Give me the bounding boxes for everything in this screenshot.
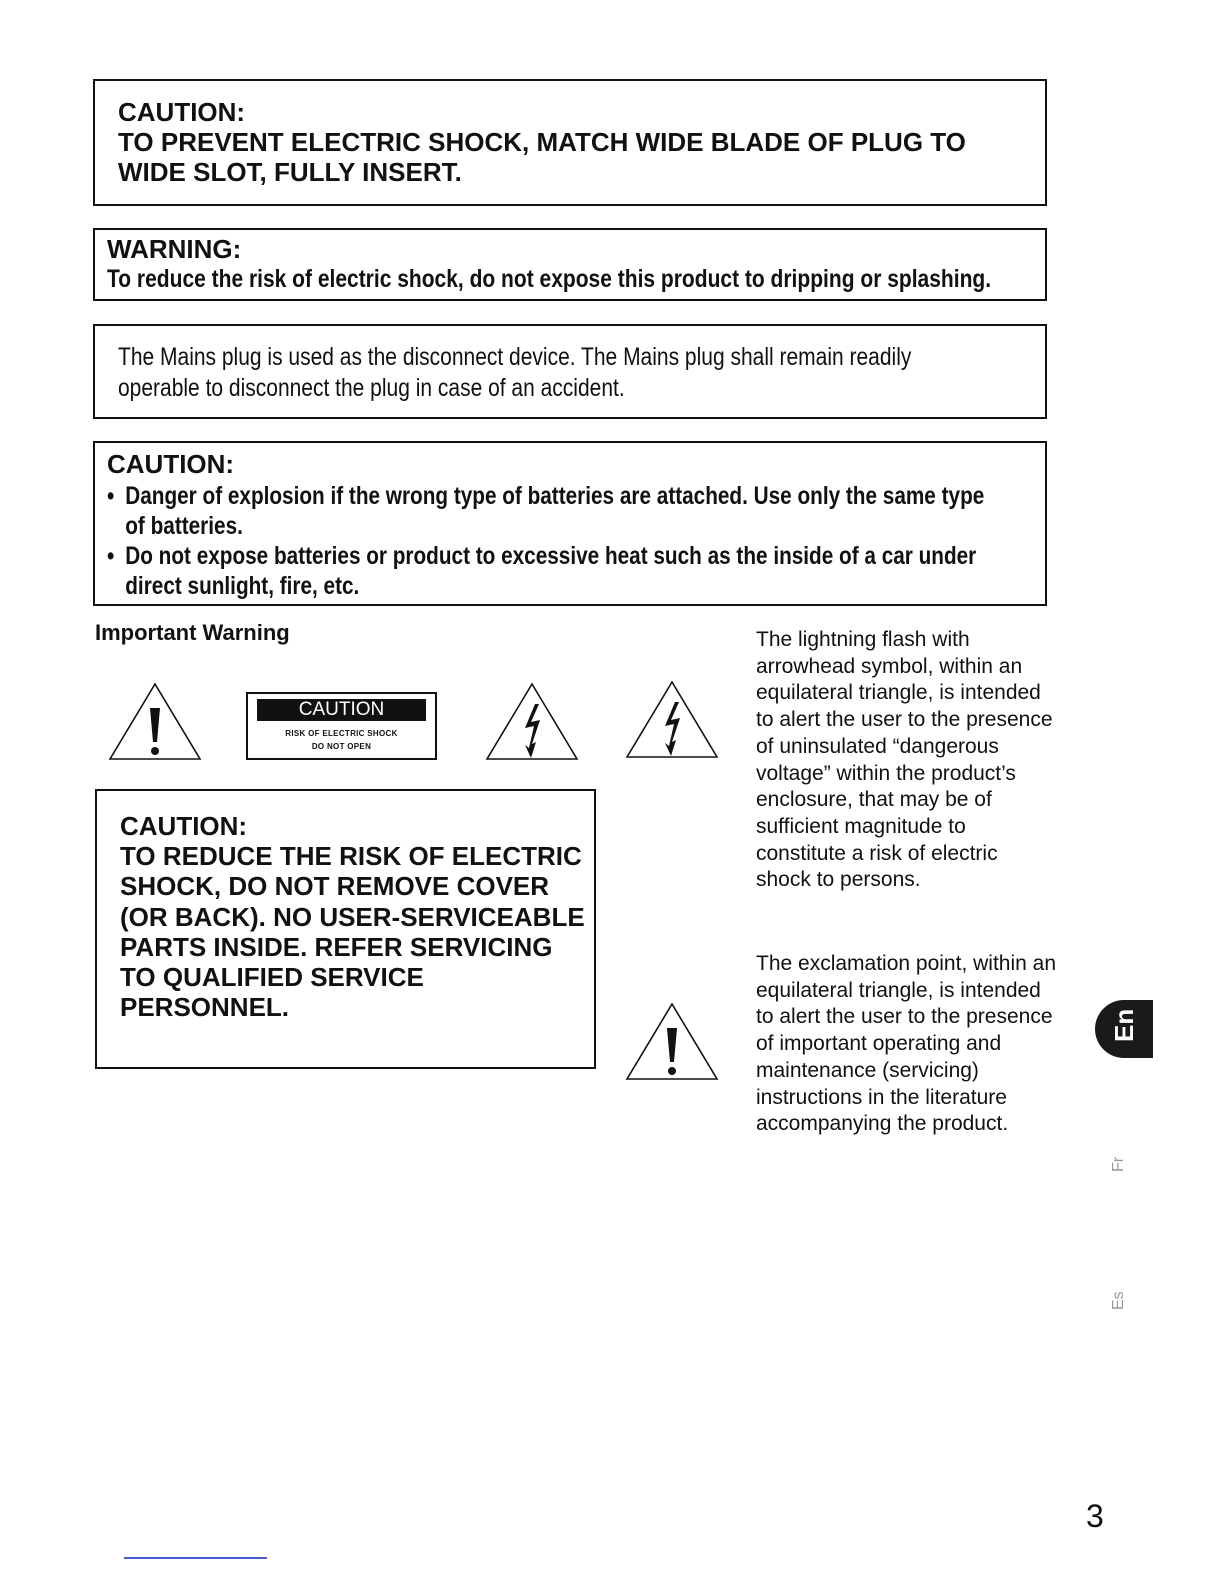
caution-plug-heading: CAUTION: [118, 97, 246, 127]
warning-heading: WARNING: [107, 234, 242, 264]
mains-plug-line: The Mains plug is used as the disconnect device. The Mains plug shall remain readily [118, 343, 912, 371]
exclamation-triangle-icon [625, 1002, 719, 1082]
page-number: 3 [1086, 1498, 1104, 1534]
warning-text: To reduce the risk of electric shock, do not expose this product to dripping or splashing. [107, 265, 992, 293]
caution-plug-box [93, 79, 1047, 206]
language-tab-label: En [1109, 1008, 1139, 1042]
exclamation-symbol-description: The exclamation point, within an equilateral triangle, is intended to alert the user to the presence of important operating and maintenance (servicing) instructions in the literature accompanying the product. [756, 952, 1056, 1136]
caution-cover-box [95, 789, 596, 1069]
caution-label-line: DO NOT OPEN [311, 742, 372, 751]
lightning-triangle-icon [625, 680, 719, 760]
bullet-text: direct sunlight, fire, etc. [125, 572, 360, 600]
footer-rule [124, 1557, 267, 1559]
mains-plug-line: operable to disconnect the plug in case of an accident. [118, 374, 625, 402]
mains-plug-text [118, 342, 911, 404]
bullet-icon: • [107, 542, 115, 570]
language-tab-fr: Fr [1110, 1156, 1127, 1172]
bullet-text: Danger of explosion if the wrong type of batteries are attached. Use only the same type [125, 482, 985, 510]
exclamation-triangle-icon [108, 682, 202, 762]
caution-batteries-box [93, 441, 1047, 606]
bullet-text: Do not expose batteries or product to excessive heat such as the inside of a car under [125, 542, 977, 570]
caution-batteries-heading: CAUTION: [107, 449, 235, 479]
mains-plug-box [93, 324, 1047, 419]
lightning-triangle-icon [485, 682, 579, 762]
bullet-text: of batteries. [125, 512, 243, 540]
caution-plug-text: TO PREVENT ELECTRIC SHOCK, MATCH WIDE BLADE OF PLUG TO WIDE SLOT, FULLY INSERT. [118, 127, 966, 187]
battery-bullet-2 [107, 541, 976, 601]
caution-cover-text: TO REDUCE THE RISK OF ELECTRIC SHOCK, DO NOT REMOVE COVER (OR BACK). NO USER-SERVICEABLE PARTS INSIDE. REFER SERVICING TO QUALIFIED SERVICE PERSONNEL. [120, 841, 585, 1023]
lightning-symbol-description: The lightning flash with arrowhead symbol, within an equilateral triangle, is intended to alert the user to the presence of uninsulated “dangerous voltage” within the product’s enclosure, that may be of sufficient magnitude to constitute a risk of electric shock to persons. [756, 628, 1053, 892]
battery-bullet-1 [107, 481, 984, 541]
caution-label-line: RISK OF ELECTRIC SHOCK [285, 729, 398, 738]
caution-label-title: CAUTION [257, 699, 426, 721]
bullet-icon: • [107, 482, 115, 510]
important-warning-heading: Important Warning [95, 620, 290, 645]
caution-cover-heading: CAUTION: [120, 811, 248, 841]
language-tab-es: Es [1110, 1291, 1127, 1310]
caution-label [246, 692, 437, 760]
language-tab-en [1095, 1000, 1153, 1058]
warning-box [93, 228, 1047, 301]
